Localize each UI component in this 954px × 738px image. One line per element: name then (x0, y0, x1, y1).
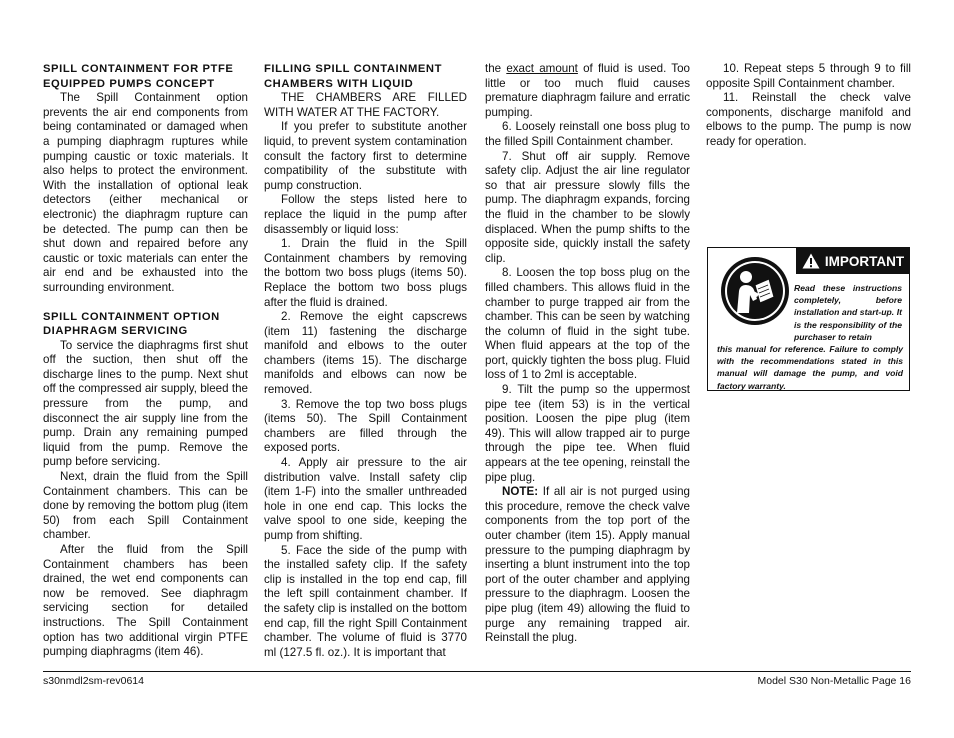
underlined-text: exact amount (506, 62, 578, 75)
step-5: 5. Face the side of the pump with the installed safety clip. If the safety clip is installed in the top end cap, fill the left spill containment chamber. If the safety clip is installed on the bottom end cap, fill the right Spill Containment chamber. The volume of fluid is 3770 ml (127.5 fl. oz.). It is important that (264, 543, 467, 659)
text: of fluid is used. Too little or too much fluid causes premature diaphragm failure and erratic pumping. (485, 62, 690, 119)
column-3 (485, 62, 690, 646)
note (485, 485, 690, 646)
read-manual-icon (719, 255, 791, 327)
important-text-1: Read these instructions completely, before installation and start-up. It is the responsibility of the purchaser to retain (794, 283, 902, 342)
important-label: IMPORTANT (824, 253, 905, 269)
footer-divider (43, 671, 911, 672)
footer-page-label: Model S30 Non-Metallic Page 16 (757, 675, 911, 687)
heading-diaphragm-servicing: SPILL CONTAINMENT OPTION DIAPHRAGM SERVICING (43, 310, 220, 338)
important-notice-box (707, 247, 910, 391)
heading-filling-chambers: FILLING SPILL CONTAINMENT CHAMBERS WITH LIQUID (264, 63, 443, 90)
paragraph: Follow the steps listed here to replace the liquid in the pump after disassembly or liquid loss: (264, 193, 467, 236)
paragraph: Next, drain the fluid from the Spill Containment chambers. This can be done by removing the bottom plug (item 50) from each Spill Containment chamber. (43, 470, 248, 542)
paragraph: If you prefer to substitute another liquid, to prevent system contamination consult the factory first to determine compatibility of the substitute with pump construction. (264, 120, 467, 192)
footer-doc-code: s30nmdl2sm-rev0614 (43, 675, 144, 687)
paragraph: To service the diaphragms first shut off the suction, then shut off the discharge lines to the pump. Next shut off the compressed air supply, bleed the pressure from the pump, and disconnect the air supply line from the pump. Drain any remaining pumped liquid from the pump. Remove the pump before servicing. (43, 338, 248, 469)
text: the (485, 62, 507, 75)
column-4 (706, 62, 911, 150)
note-label: NOTE: (502, 485, 539, 499)
paragraph: THE CHAMBERS ARE FILLED WITH WATER AT THE FACTORY. (264, 91, 467, 119)
step-2: 2. Remove the eight capscrews (item 11) fastening the discharge manifold and elbows to the outer chambers (items 15). The discharge manifolds and elbows can now be removed. (264, 310, 467, 397)
step-4: 4. Apply air pressure to the air distribution valve. Install safety clip (item 1-F) into the smaller unthreaded hole in one end cap. This locks the valve spool to one side, keeping the pump from shifting. (264, 456, 467, 542)
step-8: 8. Loosen the top boss plug on the filled chambers. This allows fluid in the chamber to purge trapped air from the chamber. This can be seen by watching the column of fluid in the sight tube. When fluid appears at the top of the port, quickly tighten the boss plug. Fluid loss of 1 to 2ml is acceptable. (485, 266, 690, 382)
step-7: 7. Shut off air supply. Remove safety clip. Adjust the air line regulator so that air pressure slowly fills the pump. The diaphragm expands, forcing the fluid in the chamber to be slowly displaced. When the pump shifts to the opposite side, quickly install the safety clip. (485, 149, 690, 265)
step-10: 10. Repeat steps 5 through 9 to fill opposite Spill Containment chamber. (706, 62, 911, 90)
step-11: 11. Reinstall the check valve components, discharge manifold and elbows to the pump. The pump is now ready for operation. (706, 91, 911, 148)
important-header (796, 248, 910, 274)
important-text-2: this manual for reference. Failure to comply with the recommendations stated in this manual will damage the pump, and void factory warranty. (717, 344, 903, 391)
step-1: 1. Drain the fluid in the Spill Containment chambers by removing the bottom two boss plugs (items 50). Replace the bottom two boss plugs after the fluid is drained. (264, 237, 467, 309)
paragraph: After the fluid from the Spill Containment chambers has been drained, the wet end components can now be removed. See diaphragm servicing section for detailed instructions. The Spill Containment option has two additional virgin PTFE pumping diaphragms (item 46). (43, 543, 248, 659)
step-6: 6. Loosely reinstall one boss plug to the filled Spill Containment chamber. (485, 120, 690, 148)
column-1 (43, 62, 248, 660)
paragraph: The Spill Containment option prevents the air end components from being contaminated or damaged when a pumping diaphragm ruptures while pumping caustic or toxic materials. It also helps to protect the environment. With the installation of optional leak detectors (either mechanical or electronic) the diaphragm rupture can be detected. The pump can then be shut down and repaired before any caustic or toxic materials can enter the air end and be exhausted into the surrounding environment. (43, 91, 248, 294)
warning-triangle-icon (802, 253, 820, 269)
note-text: If all air is not purged using this procedure, remove the check valve components from the top port of the outer chamber (item 15). Apply manual pressure to the pumping diaphragm by inserting a blunt instrument into the top port of the outer chamber and applying pressure to the diaphragm. Loosen the pipe plug (item 49) allowing the fluid to purge any remaining trapped air. Reinstall the plug. (485, 485, 690, 645)
paragraph (485, 62, 690, 120)
heading-spill-containment-concept: SPILL CONTAINMENT FOR PTFE EQUIPPED PUMPS CONCEPT (43, 63, 234, 90)
step-9: 9. Tilt the pump so the uppermost pipe tee (item 53) is in the vertical position. Loosen the pipe plug (item 49). This will allow trapped air to purge through the pipe tee. When fluid appears at the tee opening, reinstall the pipe plug. (485, 383, 690, 484)
column-2 (264, 62, 467, 660)
step-3: 3. Remove the top two boss plugs (items 50). The Spill Containment chambers are filled through the exposed ports. (264, 397, 467, 455)
